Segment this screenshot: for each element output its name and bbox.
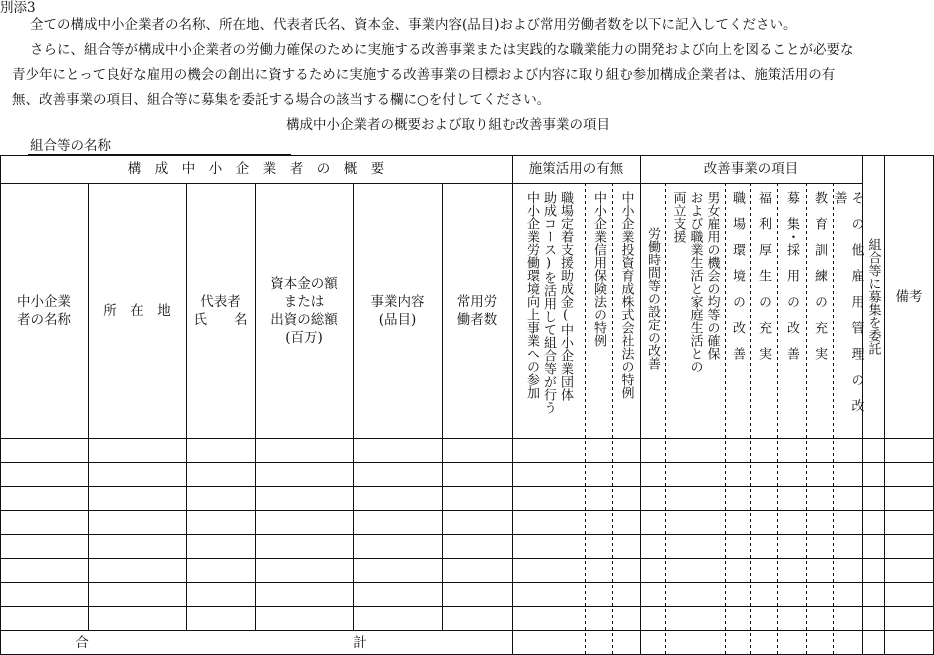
group-header-improvement: 改善事業の項目 [703,161,799,177]
total-label-2: 計 [353,635,367,651]
col-representative: 代表者 氏 名 [193,293,248,328]
attachment-label: 別添3 [0,0,36,16]
col-imp-training: 教 育 訓 練 の 充 実 [812,191,827,360]
col-policy-credit: 中小企業信用保険法の特例 [591,191,606,347]
col-company-name: 中小企業 者の名称 [17,293,71,328]
total-label-1: 合 [75,635,89,651]
instruction-line-3: 青少年にとって良好な雇用の機会の創出に資するために実施する改善事業の目標および内容に取り組む参加構成企業者は、施策活用の有 [12,67,836,83]
col-imp-other: そ の 他 雇 用 管 理 の 改 善 [831,191,864,425]
col-policy-subsidy: 職場定着支援助成金(中小企業団体 助成コース)を活用して組合等が行う 中小企業労働環境向上事業への参加 [524,191,573,414]
col-imp-working-hours: 労働時間等の設定の改善 [645,227,660,370]
col-imp-welfare: 福 利 厚 生 の 充 実 [756,191,771,360]
group-header-policy: 施策活用の有無 [528,161,624,177]
instruction-line-4: 無、改善事業の項目、組合等に募集を委託する場合の該当する欄に○を付してください。 [12,92,551,108]
col-imp-recruitment: 募 集・採 用 の 改 善 [784,191,799,360]
instruction-line-1: 全ての構成中小企業者の名称、所在地、代表者氏名、資本金、事業内容(品目)および常用労働者数を以下に記入してください。 [30,17,797,33]
col-imp-equal-opportunity: 男女雇用の機会の均等の確保 および職業生活と家庭生活との 両立支援 [670,191,720,373]
instruction-line-2: さらに、組合等が構成中小企業者の労働力確保のために実施する改善事業または実践的な職業能力の開発および向上を図ることが必要な [30,42,854,58]
col-capital: 資本金の額 または 出資の総額 (百万) [270,275,338,346]
org-name-label: 組合等の名称 [30,138,111,154]
company-overview-table [0,155,934,655]
group-header-overview: 構 成 中 小 企 業 者 の 概 要 [127,161,385,177]
col-imp-environment: 職 場 環 境 の 改 善 [730,191,745,360]
col-employees: 常用労 働者数 [456,293,498,328]
col-remarks: 備考 [895,288,923,305]
col-address: 所 在 地 [103,302,171,319]
col-business: 事業内容 (品目) [370,293,425,328]
col-entrust: 組合等に募集を委託 [865,238,881,355]
col-policy-investment: 中小企業投資育成株式会社法の特例 [618,191,634,399]
table-title: 構成中小企業者の概要および取り組む改善事業の項目 [286,117,610,133]
